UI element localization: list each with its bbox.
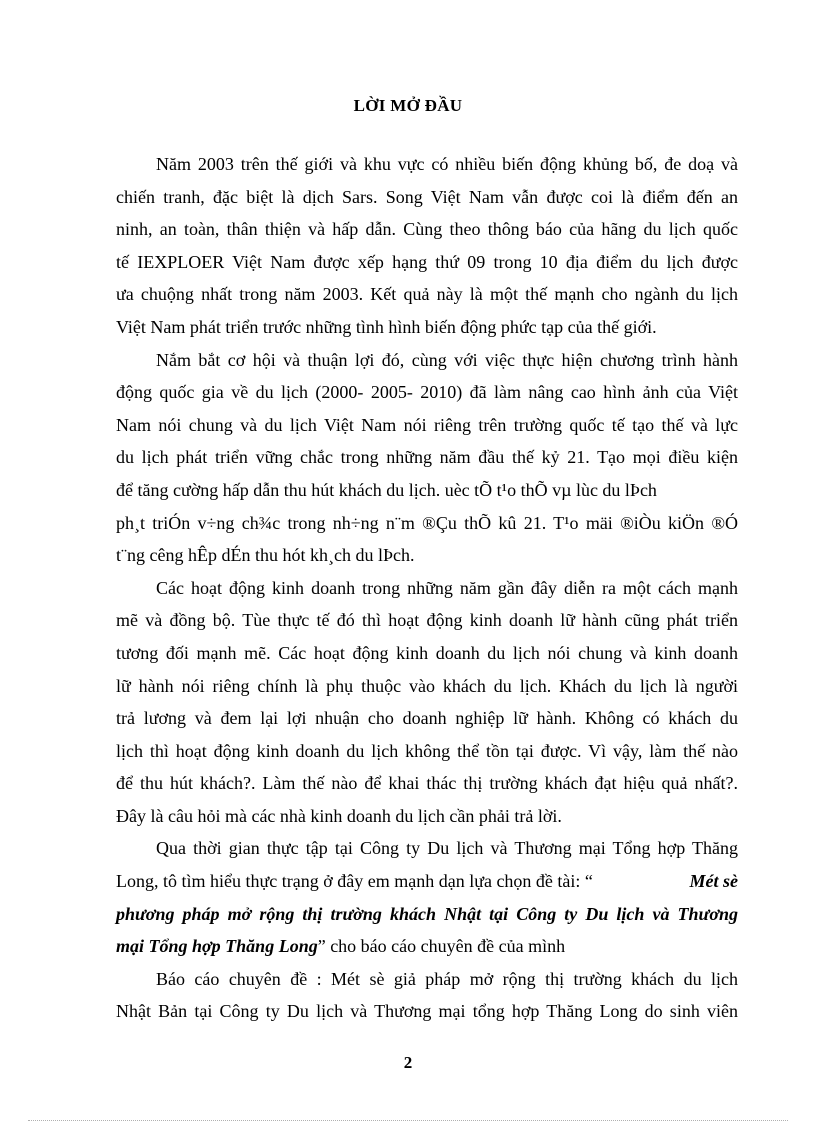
text-line: lữ hành nói riêng chính là phụ thuộc vào khách du lịch. Khách du lịch là người <box>116 675 738 696</box>
text-line: ninh, an toàn, thân thiện và hấp dẫn. Cùng theo thông báo của hãng du lịch quốc <box>116 219 738 240</box>
text-line: trả lương và đem lại lợi nhuận cho doanh nghiệp lữ hành. Không có khách du <box>116 708 738 729</box>
text-line: tương đối mạnh mẽ. Các hoạt động kinh doanh du lịch nói chung và kinh doanh <box>116 642 738 663</box>
text-line: Đây là câu hỏi mà các nhà kinh doanh du lịch cần phải trả lời. <box>116 805 562 826</box>
text-line: ph¸t triÓn v÷ng ch¾c trong nh÷ng n¨m ®Çu thÕ kû 21. T¹o mäi ®iÒu kiÖn ®Ó <box>116 512 738 533</box>
text-line: lịch thì hoạt động kinh doanh du lịch không thể tồn tại được. Vì vậy, làm thế nào <box>116 740 738 761</box>
emphasis-text: Mét sè <box>689 871 738 892</box>
text-line: Năm 2003 trên thế giới và khu vực có nhiều biến động khủng bố, đe doạ và <box>156 154 738 174</box>
text-line-end: ” cho báo cáo chuyên đề của mình <box>317 936 566 957</box>
text-line: động quốc gia về du lịch (2000- 2005- 2010) đã làm nâng cao hình ảnh của Việt <box>116 382 738 403</box>
text-line: để thu hút khách?. Làm thế nào để khai thác thị trường khách đạt hiệu quả nhất?. <box>116 773 738 794</box>
text-line: t¨ng cêng hÊp dÉn thu hót kh¸ch du lÞch. <box>116 545 415 566</box>
text-line: mẽ và đồng bộ. Tùe thực tế đó thì hoạt động kinh doanh lữ hành cũng phát triển <box>116 610 738 631</box>
text-line: Nhật Bản tại Công ty Du lịch và Thương mại tổng hợp Thăng Long do sinh viên <box>116 1001 738 1022</box>
text-line: để tăng cường hấp dẫn thu hút khách du lịch. uèc tÕ t¹o thÕ vµ lùc du lÞch <box>116 479 657 500</box>
page-title: LỜI MỞ ĐẦU <box>353 96 463 115</box>
text-line: Qua thời gian thực tập tại Công ty Du lịch và Thương mại Tổng hợp Thăng <box>156 838 738 859</box>
text-line: Nắm bắt cơ hội và thuận lợi đó, cùng với việc thực hiện chương trình hành <box>156 349 738 370</box>
page-number: 2 <box>403 1053 413 1072</box>
text-line: chiến tranh, đặc biệt là dịch Sars. Song Việt Nam vẫn được coi là điểm đến an <box>116 186 738 207</box>
emphasis-text: mại Tổng hợp Thăng Long <box>116 936 318 957</box>
text-line: Báo cáo chuyên đề : Mét sè giả pháp mở rộng thị trường khách du lịch <box>156 968 738 989</box>
text-line-start: Long, tô tìm hiểu thực trạng ở đây em mạnh dạn lựa chọn đề tài: “ <box>116 871 593 892</box>
footer-divider <box>28 1120 788 1121</box>
text-line: ưa chuộng nhất trong năm 2003. Kết quả này là một thế mạnh cho ngành du lịch <box>116 284 738 305</box>
text-line: phương pháp mở rộng thị trường khách Nhật tại Công ty Du lịch và Thương <box>116 903 738 924</box>
text-line: du lịch phát triển vững chắc trong những năm đầu thế kỷ 21. Tạo mọi điều kiện <box>116 447 738 468</box>
text-line <box>116 865 738 898</box>
text-line: Nam nói chung và du lịch Việt Nam nói riêng trên trường quốc tế tạo thế và lực <box>116 414 738 435</box>
text-line: tế IEXPLOER Việt Nam được xếp hạng thứ 09 trong 10 địa điểm du lịch được <box>116 251 738 272</box>
text-line: Các hoạt động kinh doanh trong những năm gần đây diễn ra một cách mạnh <box>156 577 738 598</box>
text-line <box>116 930 738 963</box>
text-line: Việt Nam phát triển trước những tình hình biến động phức tạp của thế giới. <box>116 316 657 337</box>
body-text <box>116 148 738 1028</box>
